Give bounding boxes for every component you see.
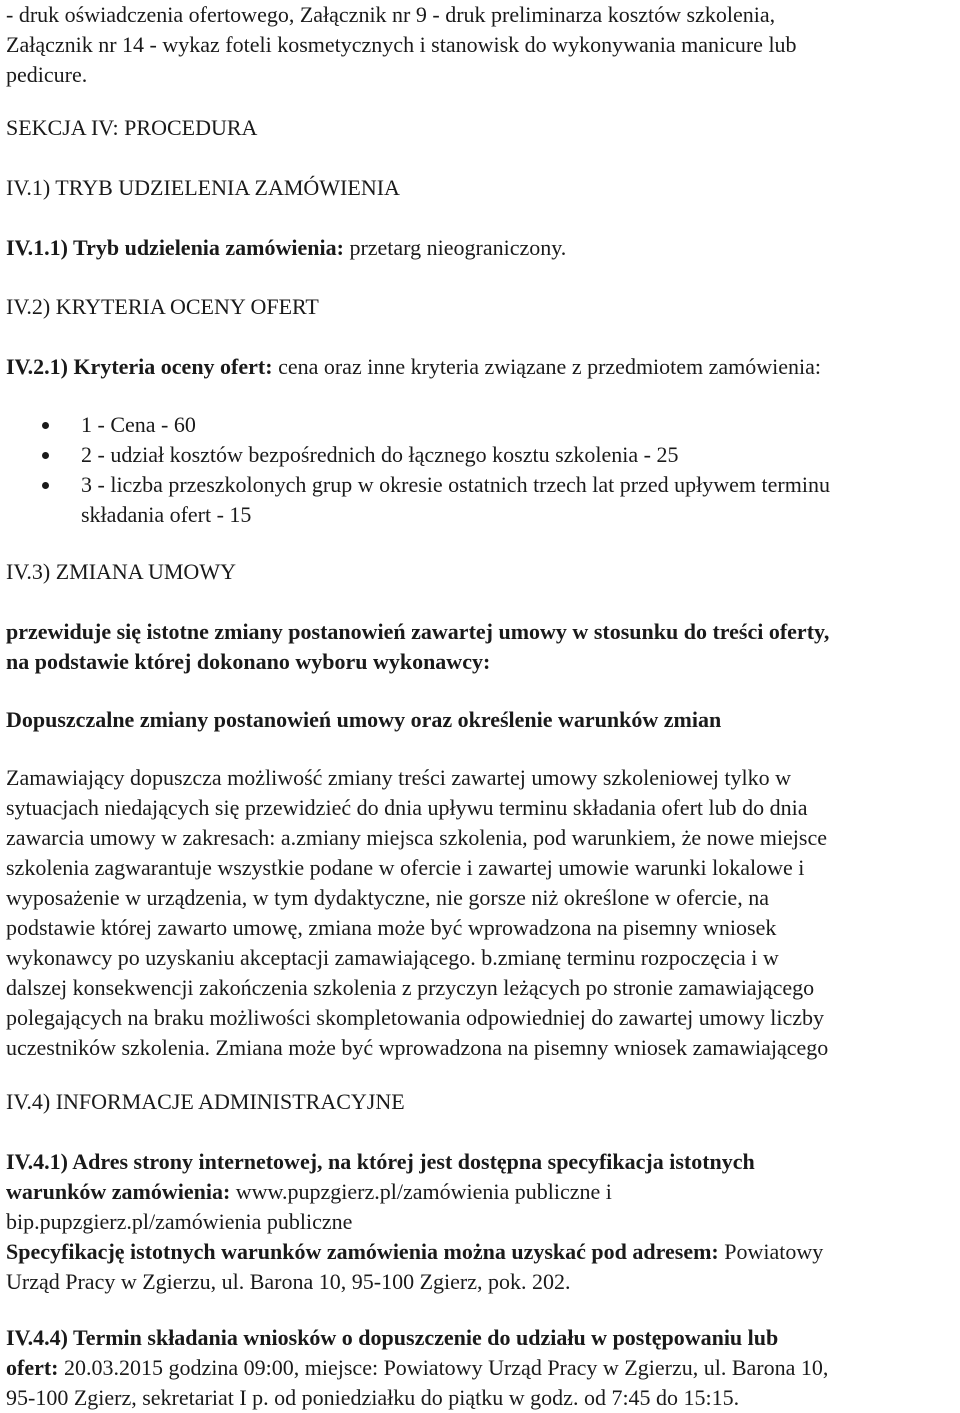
- changes-line: uczestników szkolenia. Zmiana może być wprowadzona na pisemny wniosek zamawiającego: [6, 1035, 829, 1060]
- iv41-label: warunków zamówienia:: [6, 1179, 231, 1204]
- criteria-item: [0, 470, 954, 530]
- iv41-line: [6, 1177, 954, 1207]
- criteria-text: składania ofert - 15: [81, 502, 252, 527]
- changes-line: szkolenia zagwarantuje wszystkie podane w ofercie i zawartej umowie warunki lokalowe i: [6, 855, 805, 880]
- intro-paragraph: [6, 0, 954, 90]
- criteria-item: [0, 440, 954, 470]
- section-title: SEKCJA IV: PROCEDURA: [6, 115, 258, 140]
- criteria-list: [0, 410, 954, 530]
- changes-line: dalszej konsekwencji zakończenia szkolenia z przyczyn leżących po stronie zamawiającego: [6, 975, 815, 1000]
- bip-url: bip.pupzgierz.pl/zamówienia publiczne: [6, 1209, 353, 1234]
- iv11-value: przetarg nieograniczony.: [343, 235, 567, 260]
- changes-line: wykonawcy po uzyskaniu akceptacji zamawiającego. b.zmianę terminu rozpoczęcia i w: [6, 945, 779, 970]
- iv3-bold-line: przewiduje się istotne zmiany postanowień zawartej umowy w stosunku do treści oferty,: [6, 619, 830, 644]
- changes-line: sytuacjach niedających się przewidzieć do dnia upływu terminu składania ofert lub do dnia: [6, 795, 808, 820]
- iv21-paragraph: [6, 352, 954, 382]
- changes-line: polegających na braku możliwości skompletowania odpowiedniej do zawartej umowy liczby: [6, 1005, 825, 1030]
- changes-line: podstawie której zawarto umowę, zmiana może być wprowadzona na pisemny wniosek: [6, 915, 777, 940]
- website-url: www.pupzgierz.pl/zamówienia publiczne i: [230, 1179, 612, 1204]
- deadline-value: 20.03.2015 godzina 09:00, miejsce: Powiatowy Urząd Pracy w Zgierzu, ul. Barona 10,: [58, 1355, 829, 1380]
- deadline-location: 95-100 Zgierz, sekretariat I p. od poniedziałku do piątku w godz. od 7:45 do 15:15.: [6, 1385, 740, 1410]
- criteria-item: [0, 410, 954, 440]
- iv3-heading: IV.3) ZMIANA UMOWY: [6, 559, 236, 584]
- changes-line: wyposażenie w urządzenia, w tym dydaktyczne, nie gorsze niż określone w ofercie, na: [6, 885, 769, 910]
- iv41-label: IV.4.1) Adres strony internetowej, na której jest dostępna specyfikacja istotnych: [6, 1149, 755, 1174]
- iv1-heading: IV.1) TRYB UDZIELENIA ZAMÓWIENIA: [6, 175, 400, 200]
- changes-line: Zamawiający dopuszcza możliwość zmiany treści zawartej umowy szkoleniowej tylko w: [6, 765, 792, 790]
- criteria-text: 2 - udział kosztów bezpośrednich do łącznego kosztu szkolenia - 25: [81, 442, 679, 467]
- iv2-heading: IV.2) KRYTERIA OCENY OFERT: [6, 294, 319, 319]
- changes-line: zawarcia umowy w zakresach: a.zmiany miejsca szkolenia, pod warunkiem, że nowe miejsce: [6, 825, 827, 850]
- iv3-bold-line: na podstawie której dokonano wyboru wykonawcy:: [6, 649, 491, 674]
- iv44-label: IV.4.4) Termin składania wniosków o dopuszczenie do udziału w postępowaniu lub: [6, 1325, 779, 1350]
- iv41-paragraph: [6, 1147, 954, 1297]
- intro-line: - druk oświadczenia ofertowego, Załącznik nr 9 - druk preliminarza kosztów szkolenia,: [6, 2, 776, 27]
- iv4-heading: IV.4) INFORMACJE ADMINISTRACYJNE: [6, 1089, 405, 1114]
- office-address: Urząd Pracy w Zgierzu, ul. Barona 10, 95-100 Zgierz, pok. 202.: [6, 1269, 571, 1294]
- iv44-line: [6, 1353, 954, 1383]
- iv44-paragraph: [6, 1323, 954, 1413]
- iv11-paragraph: [6, 233, 954, 263]
- criteria-text: 3 - liczba przeszkolonych grup w okresie ostatnich trzech lat przed upływem terminu: [81, 472, 830, 497]
- changes-body: [6, 763, 954, 1063]
- specification-value: Powiatowy: [718, 1239, 824, 1264]
- iv44-label: ofert:: [6, 1355, 59, 1380]
- iv21-value: cena oraz inne kryteria związane z przedmiotem zamówienia:: [272, 354, 822, 379]
- criteria-text: 1 - Cena - 60: [81, 412, 196, 437]
- iv11-label: IV.1.1) Tryb udzielenia zamówienia:: [6, 235, 344, 260]
- intro-line: pedicure.: [6, 62, 88, 87]
- changes-heading: Dopuszczalne zmiany postanowień umowy oraz określenie warunków zmian: [6, 707, 722, 732]
- specification-label: Specyfikację istotnych warunków zamówienia można uzyskać pod adresem:: [6, 1239, 719, 1264]
- intro-line: Załącznik nr 14 - wykaz foteli kosmetycznych i stanowisk do wykonywania manicure lub: [6, 32, 797, 57]
- iv21-label: IV.2.1) Kryteria oceny ofert:: [6, 354, 273, 379]
- iv3-bold-paragraph: [6, 617, 954, 677]
- iv41-line: [6, 1237, 954, 1267]
